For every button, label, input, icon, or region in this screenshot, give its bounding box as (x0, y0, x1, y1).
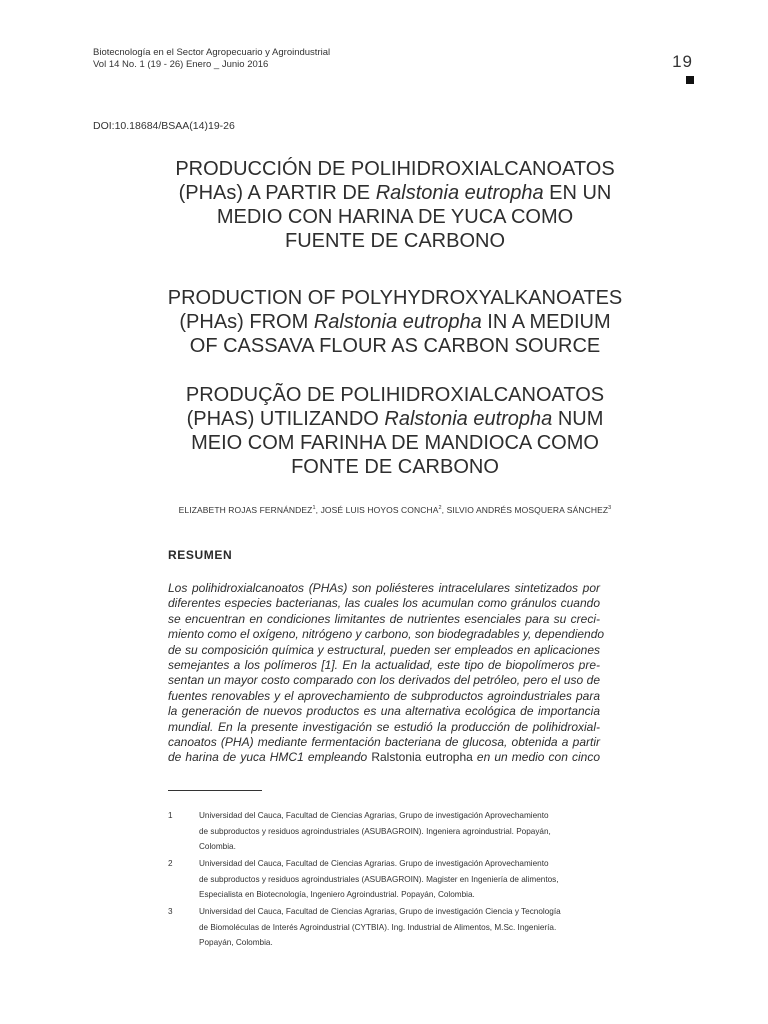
title-text: IN A MEDIUM (481, 311, 611, 333)
footnote-number: 3 (168, 907, 173, 916)
footnote-line: Popayán, Colombia. (199, 938, 273, 947)
footnote-number: 1 (168, 811, 173, 820)
title-text: NUM (552, 408, 604, 430)
title-english (120, 286, 670, 358)
title-line: PRODUCTION OF POLYHYDROXYALKANOATES (167, 287, 623, 309)
title-spanish (120, 157, 670, 253)
affiliation-marker: 3 (608, 505, 612, 512)
title-text: (PHAS) UTILIZANDO (186, 408, 385, 430)
footnote-line: de Biomoléculas de Interés Agroindustrial (CYTBIA). Ing. Industrial de Alimentos, M.Sc. Ingeniería. (199, 922, 557, 932)
title-line: PRODUÇÃO DE POLIHIDROXIALCANOATOS (185, 384, 605, 406)
footnote (168, 808, 600, 855)
title-portuguese (120, 383, 670, 479)
page-marker (686, 76, 694, 84)
species-name: Ralstonia eutropha (313, 311, 482, 333)
abstract-body (168, 581, 605, 766)
volume-issue: Vol 14 No. 1 (19 - 26) Enero _ Junio 2016 (93, 59, 269, 70)
footnote-text (199, 856, 600, 903)
running-header (93, 47, 330, 71)
title-line: OF CASSAVA FLOUR AS CARBON SOURCE (189, 335, 601, 357)
abstract-line: de su composición química y estructural, pueden ser empleados en aplicaciones (168, 642, 600, 657)
footnote-line: Colombia. (199, 842, 236, 851)
abstract-line: fuentes renovables y el aprovechamiento de subproductos agroindustriales para (168, 688, 600, 703)
abstract-line: Los polihidroxialcanoatos (PHAs) son poliésteres intracelulares sintetizados por (168, 581, 600, 595)
title-line: PRODUCCIÓN DE POLIHIDROXIALCANOATOS (175, 158, 615, 180)
doi: DOI:10.18684/BSAA(14)19-26 (93, 120, 235, 132)
author-name: SILVIO ANDRÉS MOSQUERA SÁNCHEZ (446, 505, 609, 515)
footnote-text (199, 904, 600, 951)
title-line (120, 407, 670, 431)
abstract-heading: RESUMEN (168, 548, 233, 562)
journal-name: Biotecnología en el Sector Agropecuario y Agroindustrial (93, 47, 331, 58)
affiliation-marker: 2 (438, 505, 442, 512)
title-line (120, 181, 670, 205)
footnote-line: Universidad del Cauca, Facultad de Ciencias Agrarias, Grupo de investigación Ciencia y Tecnología (199, 907, 561, 916)
species-name: Ralstonia eutropha (384, 408, 553, 430)
footnote-divider (168, 790, 262, 791)
abstract-line: sentan un mayor costo comparado con los derivados del petróleo, pero el uso de (168, 673, 600, 688)
footnote-number: 2 (168, 859, 173, 868)
author-name: JOSÉ LUIS HOYOS CONCHA (320, 505, 439, 515)
title-text: (PHAs) FROM (179, 311, 314, 333)
title-line: MEIO COM FARINHA DE MANDIOCA COMO (191, 432, 599, 454)
footnote-line: Universidad del Cauca, Facultad de Ciencias Agrarias. Grupo de investigación Aprovechamiento (199, 859, 549, 868)
footnote-line: de subproductos y residuos agroindustriales (ASUBAGROIN). Ingeniera agroindustrial. Popayán, (199, 826, 551, 836)
footnote (168, 904, 600, 951)
footnote-line: Universidad del Cauca, Facultad de Ciencias Agrarias, Grupo de investigación Aprovechamiento (199, 811, 549, 820)
author-list: ELIZABETH ROJAS FERNÁNDEZ$^1$, JOSÉ LUIS HOYOS CONCHA$^2$, SILVIO ANDRÉS MOSQUERA SÁNCHEZ$^3$ (178, 505, 612, 515)
title-line: FUENTE DE CARBONO (284, 230, 506, 252)
abstract-line: mundial. En la presente investigación se estudió la producción de polihidroxial- (168, 719, 600, 734)
abstract-text: en un medio con cinco (472, 750, 600, 765)
abstract-line: canoatos (PHA) mediante fermentación bacteriana de glucosa, obtenida a partir (168, 735, 600, 750)
title-line: MEDIO CON HARINA DE YUCA COMO (216, 206, 574, 228)
author-name: ELIZABETH ROJAS FERNÁNDEZ (178, 505, 313, 515)
footnote-line: Especialista en Biotecnología, Ingeniero Agroindustrial. Popayán, Colombia. (199, 890, 475, 899)
footnote (168, 856, 600, 903)
species-name: Ralstonia eutropha (371, 750, 473, 765)
page-number: 19 (672, 52, 693, 71)
abstract-text: de harina de yuca HMC1 empleando (168, 750, 372, 765)
abstract-line: la generación de nuevos productos es una alternativa ecológica de importancia (168, 704, 600, 719)
title-line: FONTE DE CARBONO (291, 456, 499, 478)
affiliation-marker: 1 (312, 505, 316, 512)
abstract-line: semejantes a los polímeros [1]. En la actualidad, este tipo de biopolímeros pre- (168, 658, 600, 673)
species-name: Ralstonia eutropha (375, 182, 544, 204)
title-line (120, 310, 670, 334)
abstract-line (168, 750, 600, 765)
abstract-line: diferentes especies bacterianas, las cuales los acumulan como gránulos cuando (168, 596, 600, 611)
footnote-text (199, 808, 600, 855)
title-text: EN UN (543, 182, 612, 204)
footnote-line: de subproductos y residuos agroindustriales (ASUBAGROIN). Magister en Ingeniería de alimentos, (199, 874, 559, 884)
abstract-line: se encuentran en condiciones limitantes de nutrientes esenciales para su creci- (168, 611, 600, 626)
title-text: (PHAs) A PARTIR DE (178, 182, 376, 204)
abstract-line: miento como el oxígeno, nitrógeno y carbono, son biodegradables y, dependiendo (168, 627, 605, 642)
